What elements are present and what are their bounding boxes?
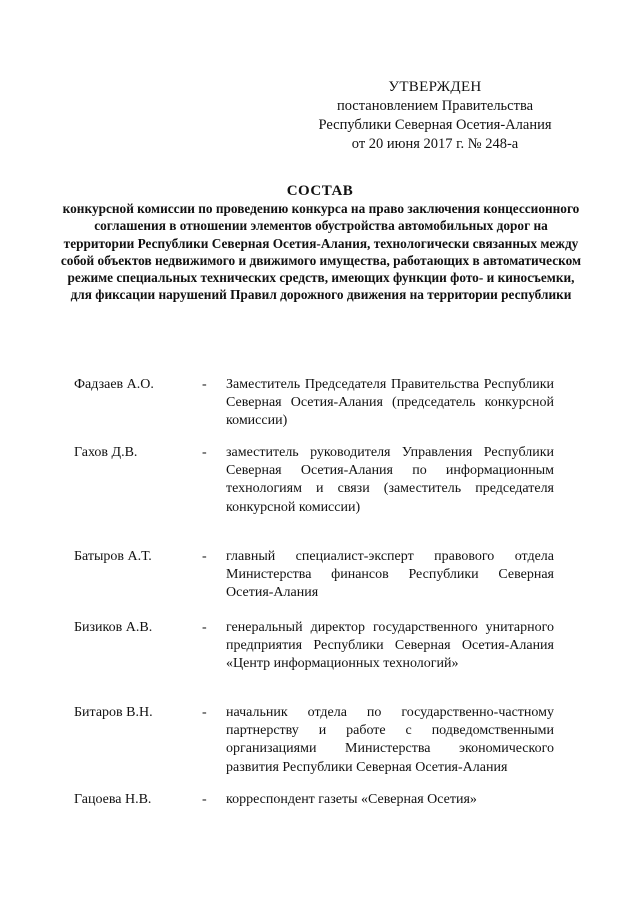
member-dash: - — [202, 445, 207, 460]
member-dash: - — [202, 549, 207, 564]
document-title: СОСТАВ — [286, 183, 354, 199]
document-subtitle: конкурсной комиссии по проведению конкурса на право заключения концессионного соглашения в отношении элементов обустройства автомобильных дорог на территории Республики Северная Осетия-Алания, технологически связанных между собой объектов недвижимого и движимого имущества, работающих в автоматическом режиме специальных технических средств, имеющих функции фото- и киносъемки, для фиксации нарушений Правил дорожного движения на территории республики — [60, 201, 582, 303]
member-position: главный специалист-эксперт правового отдела Министерства финансов Республики Северная Осетия-Алания — [226, 549, 554, 601]
member-row — [74, 619, 554, 704]
member-row — [74, 791, 554, 811]
member-position: генеральный директор государственного унитарного предприятия Республики Северная Осетия-Алания «Центр информационных технологий» — [226, 620, 554, 672]
member-dash: - — [202, 792, 207, 807]
member-position: заместитель руководителя Управления Республики Северная Осетия-Алания по информационным технологиям и связи (заместитель председателя конкурсной комиссии) — [226, 445, 554, 515]
member-name: Гацоева Н.В. — [74, 792, 152, 807]
member-row — [74, 548, 554, 619]
member-name: Гахов Д.В. — [74, 445, 138, 460]
member-name: Бизиков А.В. — [74, 620, 153, 635]
approval-line-1: постановлением Правительства — [336, 98, 534, 114]
approval-title: УТВЕРЖДЕН — [388, 79, 482, 95]
member-position: начальник отдела по государственно-частному партнерству и работе с подведомственными организациями Министерства экономического развития Республики Северная Осетия-Алания — [226, 705, 554, 775]
approval-line-3: от 20 июня 2017 г. № 248-а — [351, 136, 519, 152]
member-dash: - — [202, 620, 207, 635]
approval-line-2: Республики Северная Осетия-Алания — [318, 117, 552, 133]
member-row — [74, 444, 554, 548]
member-row — [74, 704, 554, 791]
approval-block — [300, 78, 570, 154]
member-name: Фадзаев А.О. — [74, 377, 154, 392]
member-dash: - — [202, 705, 207, 720]
member-row — [74, 376, 554, 444]
member-position: Заместитель Председателя Правительства Республики Северная Осетия-Алания (председатель конкурсной комиссии) — [226, 377, 554, 429]
members-list — [74, 376, 554, 811]
member-name: Битаров В.Н. — [74, 705, 153, 720]
member-dash: - — [202, 377, 207, 392]
member-name: Батыров А.Т. — [74, 549, 152, 564]
member-position: корреспондент газеты «Северная Осетия» — [226, 792, 477, 807]
